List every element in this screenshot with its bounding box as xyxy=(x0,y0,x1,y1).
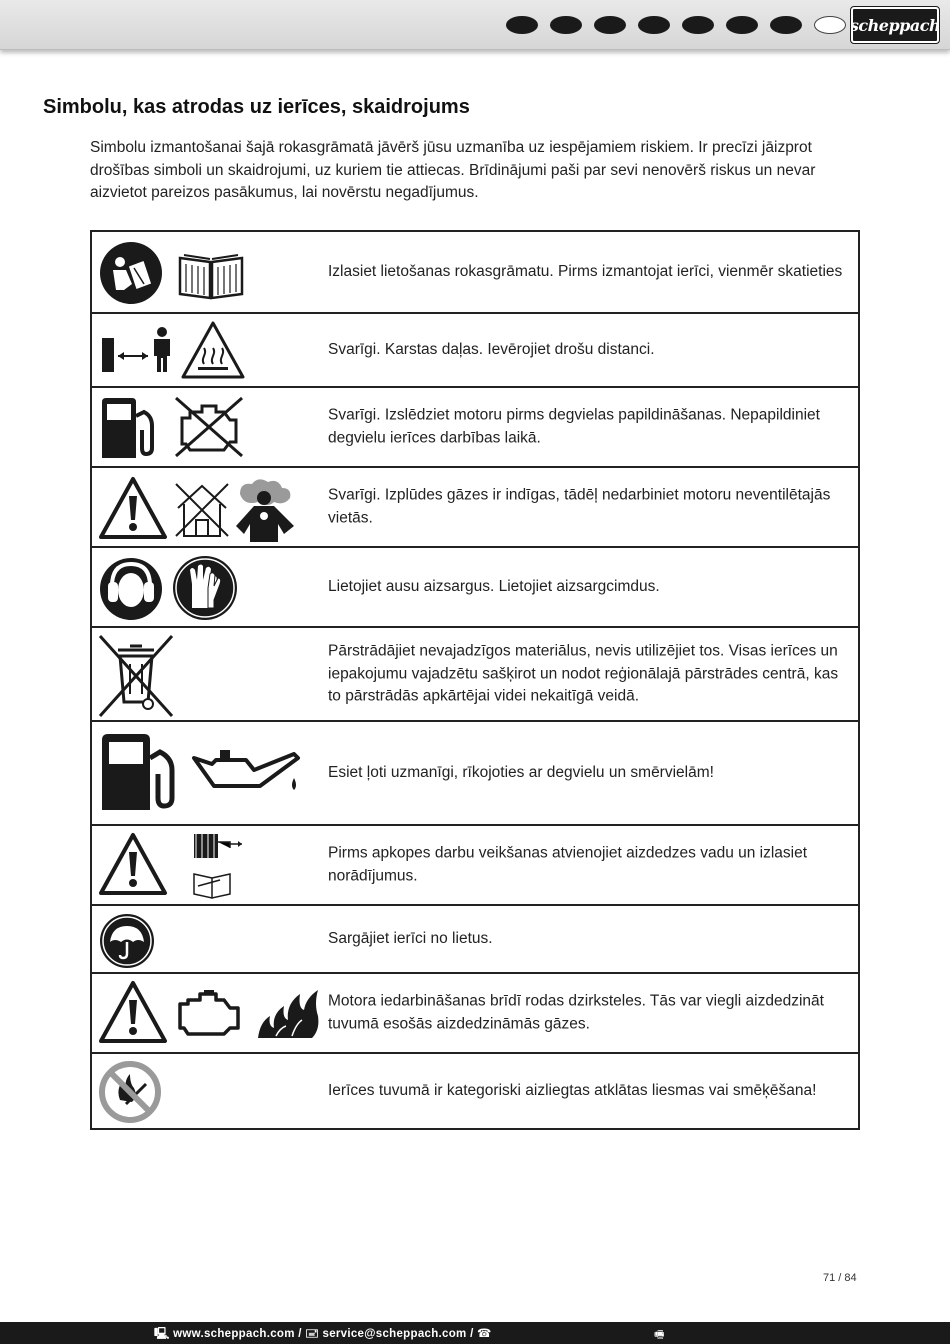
toxic-fumes-icon xyxy=(234,476,296,542)
row-text: Esiet ļoti uzmanīgi, rīkojoties ar degvielu un smērvielām! xyxy=(328,763,714,781)
table-row xyxy=(90,314,860,388)
row-text: Ierīces tuvumā ir kategoriski aizliegtas atklātas liesmas vai smēķēšana! xyxy=(328,1081,817,1099)
row-text: Pirms apkopes darbu veikšanas atvienojiet aizdedzes vadu un izlasiet norādījumus. xyxy=(328,844,808,884)
spark-plug-manual-icon xyxy=(190,830,246,900)
page-header xyxy=(0,0,950,50)
table-row xyxy=(90,468,860,548)
row-text: Sargājiet ierīci no lietus. xyxy=(328,929,493,947)
row-text: Izlasiet lietošanas rokasgrāmatu. Pirms izmantojat ierīci, vienmēr skatieties xyxy=(328,262,843,280)
table-row xyxy=(90,548,860,628)
nav-dot[interactable] xyxy=(770,16,802,34)
safe-distance-icon xyxy=(100,326,174,376)
row-text: Motora iedarbināšanas brīdī rodas dzirksteles. Tās var viegli aizdedzināt tuvumā esošās aizdedzināmās gāzes. xyxy=(328,992,824,1032)
nav-dot[interactable] xyxy=(506,16,538,34)
flame-icon xyxy=(256,986,322,1040)
nav-dot[interactable] xyxy=(638,16,670,34)
table-row xyxy=(90,1054,860,1130)
nav-dot[interactable] xyxy=(682,16,714,34)
page-footer xyxy=(0,1322,950,1344)
crossed-bin-icon xyxy=(96,632,176,718)
oil-can-icon xyxy=(190,746,308,800)
nav-dot[interactable] xyxy=(550,16,582,34)
table-row xyxy=(90,974,860,1054)
hot-surface-warning-icon xyxy=(180,320,246,380)
symbol-table xyxy=(90,230,860,1130)
table-row xyxy=(90,232,860,314)
brand-logo: scheppach xyxy=(851,7,939,43)
warning-triangle-icon xyxy=(98,832,168,896)
open-book-icon xyxy=(178,252,244,300)
gloves-icon xyxy=(170,554,240,622)
warning-triangle-icon xyxy=(98,476,168,540)
table-row xyxy=(90,826,860,906)
page-title: Simbolu, kas atrodas uz ierīces, skaidrojums xyxy=(43,96,470,118)
row-text: Svarīgi. Karstas daļas. Ievērojiet drošu distanci. xyxy=(328,340,655,358)
read-manual-icon xyxy=(98,240,164,306)
umbrella-icon xyxy=(98,912,156,970)
chapter-nav-dots xyxy=(506,16,846,34)
table-row xyxy=(90,906,860,974)
engine-off-icon xyxy=(172,394,246,460)
fuel-pump-icon xyxy=(100,396,158,460)
warning-triangle-icon xyxy=(98,980,168,1044)
fuel-pump-icon xyxy=(100,732,178,812)
footer-contact: 🖳 www.scheppach.com / 🖃 service@scheppach.com / ☎ xyxy=(154,1328,492,1340)
ear-protection-icon xyxy=(98,556,164,622)
row-text: Lietojiet ausu aizsargus. Lietojiet aizsargcimdus. xyxy=(328,577,660,595)
nav-dot[interactable] xyxy=(726,16,758,34)
nav-dot[interactable] xyxy=(594,16,626,34)
fax-icon: 🖷 xyxy=(654,1329,665,1341)
row-text: Svarīgi. Izslēdziet motoru pirms degvielas papildināšanas. Nepapildiniet degvielu ierīces darbības laikā. xyxy=(328,406,820,446)
intro-paragraph: Simbolu izmantošanai šajā rokasgrāmatā jāvērš jūsu uzmanība uz iespējamiem riskiem. Ir precīzi jāizprot drošības simboli un skaidrojumi, uz kuriem tie attiecas. Brīdinājumi paši par sevi nenovērš riskus un nevar aizvietot pareizos pasākumus, lai novērstu negadījumus. xyxy=(90,139,816,201)
engine-icon xyxy=(176,990,246,1036)
no-open-flame-icon xyxy=(98,1060,162,1124)
table-row xyxy=(90,628,860,722)
row-text: Svarīgi. Izplūdes gāzes ir indīgas, tādēļ nedarbiniet motoru neventilētajās vietās. xyxy=(328,486,831,526)
page-number: 71 / 84 xyxy=(823,1272,857,1284)
no-indoor-icon xyxy=(172,480,232,540)
row-text: Pārstrādājiet nevajadzīgos materiālus, nevis utilizējiet tos. Visas ierīces un iepakojumu vajadzētu sašķirot un nodot reģionālajā pārstrādes centrā, kas to pārstrādās apkārtējai videi nekaitīgā veidā. xyxy=(328,642,839,705)
table-row xyxy=(90,388,860,468)
nav-dot-current[interactable] xyxy=(814,16,846,34)
table-row xyxy=(90,722,860,826)
